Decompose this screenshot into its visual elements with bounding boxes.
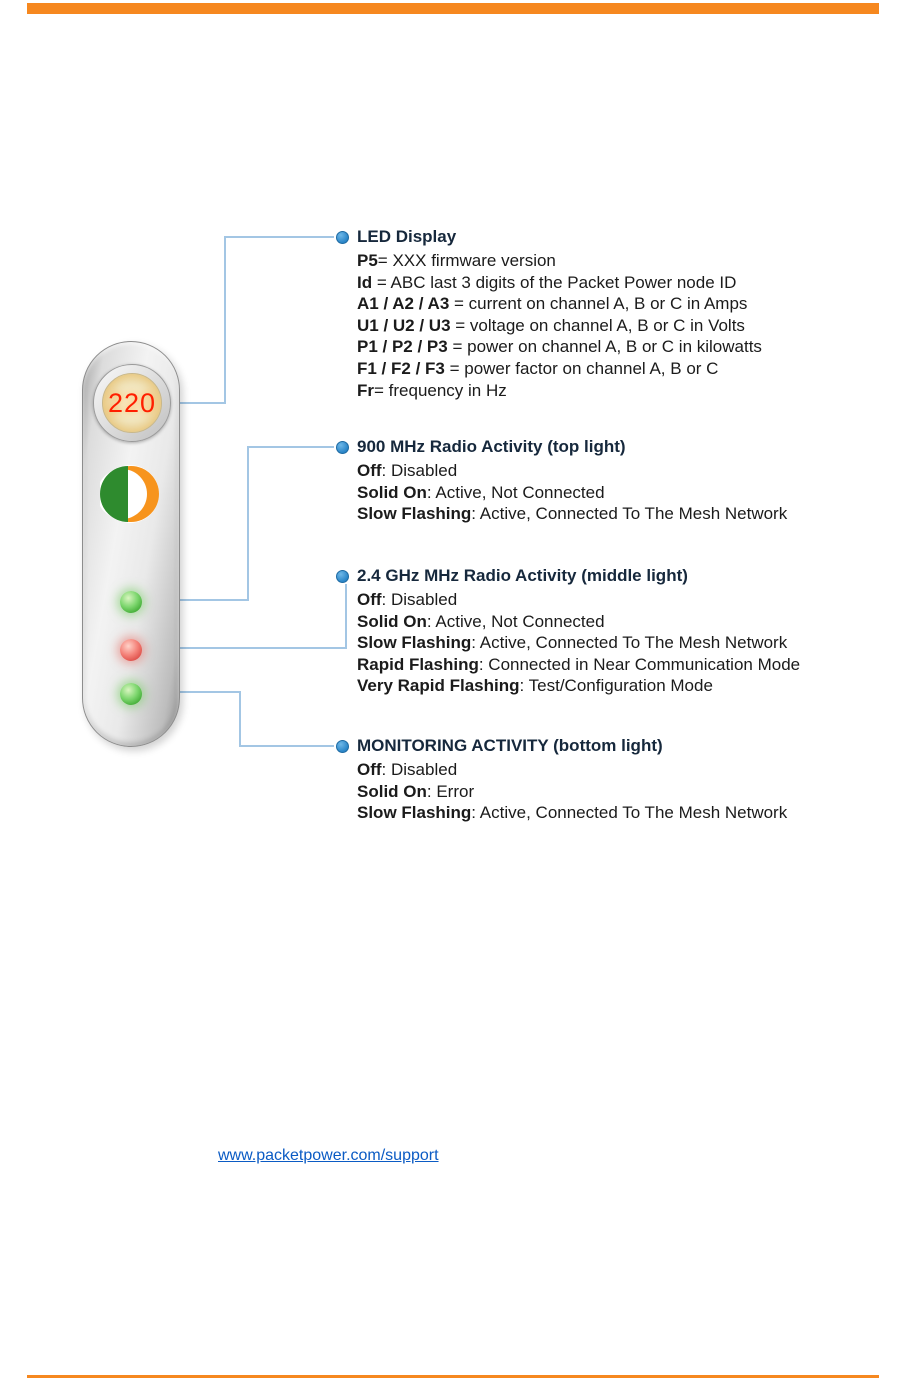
header-rule <box>27 3 879 14</box>
section-body <box>357 589 881 697</box>
spec-term: F1 / F2 / F3 <box>357 358 445 378</box>
spec-line <box>357 358 881 380</box>
spec-desc: : Active, Connected To The Mesh Network <box>471 633 788 653</box>
section-900mhz-radio <box>336 436 881 525</box>
callout-line-led-display <box>168 237 334 403</box>
spec-term: Slow Flashing <box>357 504 472 524</box>
section-header <box>336 735 881 757</box>
spec-line <box>357 802 881 824</box>
spec-desc: : Disabled <box>381 461 458 480</box>
led-middle-light <box>120 639 142 661</box>
spec-desc: : Disabled <box>381 590 458 609</box>
spec-desc: : Disabled <box>381 760 458 779</box>
section-title: LED Display <box>357 227 457 246</box>
led-top-light <box>120 591 142 613</box>
spec-term: Solid On <box>357 781 427 801</box>
spec-desc: = voltage on channel A, B or C in Volts <box>450 315 745 335</box>
spec-line <box>357 781 881 803</box>
section-body <box>357 759 881 824</box>
spec-desc: = ABC last 3 digits of the Packet Power node ID <box>372 272 737 292</box>
spec-line <box>357 250 881 272</box>
spec-line <box>357 272 881 294</box>
spec-term: P1 / P2 / P3 <box>357 337 448 357</box>
spec-desc: : Active, Connected To The Mesh Network <box>471 803 788 823</box>
led-display-screen <box>102 373 162 433</box>
callout-dot-icon <box>336 231 349 244</box>
section-title: MONITORING ACTIVITY (bottom light) <box>357 736 663 755</box>
spec-desc: = current on channel A, B or C in Amps <box>449 294 748 314</box>
support-link[interactable]: www.packetpower.com/support <box>218 1147 439 1164</box>
spec-term: A1 / A2 / A3 <box>357 294 450 314</box>
spec-term: Solid On <box>357 611 427 631</box>
spec-term: Rapid Flashing <box>357 654 479 674</box>
spec-line <box>357 632 881 654</box>
section-header <box>336 436 881 458</box>
spec-term: U1 / U2 / U3 <box>357 315 451 335</box>
spec-term: P5 <box>357 251 378 270</box>
led-bottom-light <box>120 683 142 705</box>
section-24ghz-radio <box>336 565 881 697</box>
spec-term: Fr <box>357 380 374 400</box>
callout-dot-icon <box>336 441 349 454</box>
spec-desc: : Active, Not Connected <box>426 482 605 502</box>
spec-term: Slow Flashing <box>357 633 472 653</box>
led-display-value: 220 <box>107 387 157 418</box>
device-illustration <box>82 341 180 747</box>
spec-line <box>357 293 881 315</box>
packet-power-logo <box>100 464 160 524</box>
spec-desc: : Active, Not Connected <box>426 611 605 631</box>
section-body <box>357 460 881 525</box>
spec-line <box>357 482 881 504</box>
spec-term: Id <box>357 272 373 292</box>
section-title: 2.4 GHz MHz Radio Activity (middle light) <box>357 566 688 585</box>
section-header <box>336 565 881 587</box>
section-title: 900 MHz Radio Activity (top light) <box>357 437 626 456</box>
spec-line <box>357 654 881 676</box>
spec-term: Very Rapid Flashing <box>357 676 520 696</box>
spec-desc: = power on channel A, B or C in kilowatts <box>447 337 762 357</box>
spec-line <box>357 336 881 358</box>
spec-line <box>357 315 881 337</box>
spec-desc: = power factor on channel A, B or C <box>444 358 719 378</box>
spec-line <box>357 380 881 402</box>
spec-term: Off <box>357 590 382 609</box>
section-body <box>357 250 881 401</box>
led-display-bezel <box>93 364 171 442</box>
spec-desc: = frequency in Hz <box>374 380 507 400</box>
spec-line <box>357 611 881 633</box>
spec-desc: : Test/Configuration Mode <box>519 676 713 696</box>
spec-term: Off <box>357 461 382 480</box>
spec-line <box>357 589 881 611</box>
spec-line <box>357 460 881 482</box>
spec-desc: = XXX firmware version <box>377 251 556 270</box>
spec-term: Solid On <box>357 482 427 502</box>
spec-line <box>357 503 881 525</box>
footer-rule <box>27 1375 879 1378</box>
spec-line <box>357 759 881 781</box>
section-monitoring-activity <box>336 735 881 824</box>
spec-term: Off <box>357 760 382 779</box>
spec-desc: : Active, Connected To The Mesh Network <box>471 504 788 524</box>
section-led-display <box>336 226 881 401</box>
section-header <box>336 226 881 248</box>
callout-dot-icon <box>336 570 349 583</box>
spec-desc: : Error <box>426 781 475 801</box>
spec-line <box>357 675 881 697</box>
spec-term: Slow Flashing <box>357 803 472 823</box>
spec-desc: : Connected in Near Communication Mode <box>478 654 801 674</box>
callout-dot-icon <box>336 740 349 753</box>
